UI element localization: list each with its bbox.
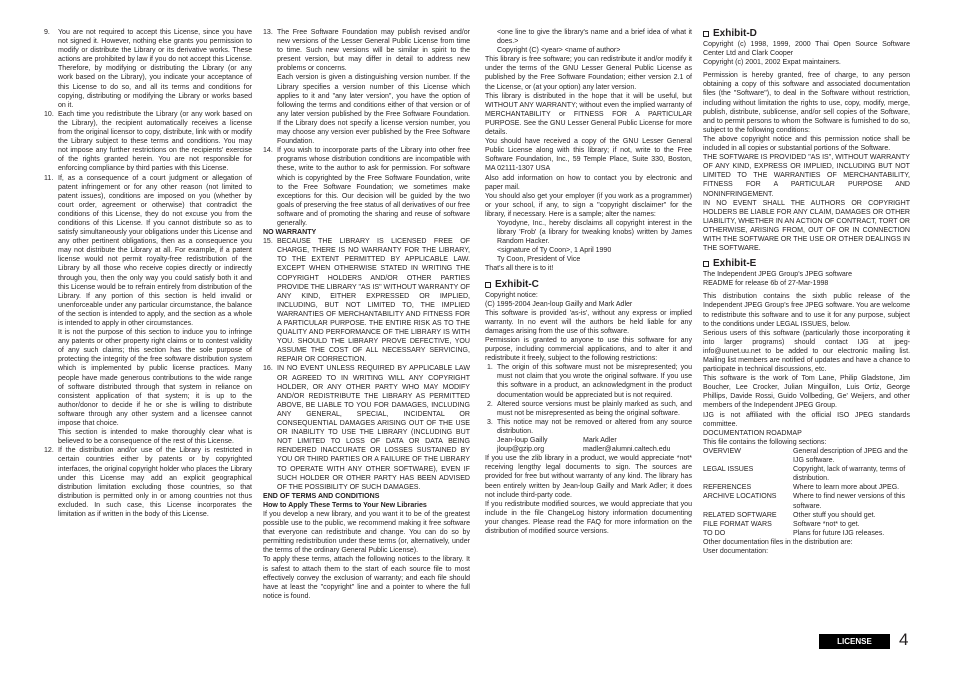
item-14: 14. If you wish to incorporate parts of the Library into other free programs whose distribution conditions are incompatible with these, write to the author to ask for permission. For software which is copyrighted by the Free Software Foundation, write to the Free Software Foundation; we sometimes make exceptions for this. Our decision will be guided by the two goals of preserving the free status of all derivatives of our free software and of promoting the sharing and reuse of software generally.: [263, 147, 470, 227]
roadmap-row: REFERENCES Where to learn more about JPEG.: [703, 484, 900, 492]
exhibit-e-para-1: This distribution contains the sixth public release of the Independent JPEG Group's free JPEG software. You are welcome to redistribute this software and to use it for any purpose, subject to the conditions under LEGAL ISSUES, below.: [703, 293, 910, 328]
exhibit-d-para-2: The above copyright notice and this permission notice shall be included in all copies or substantial portions of the Software.: [703, 135, 910, 153]
column-2: [263, 28, 470, 601]
exhibit-e-para-3: This software is the work of Tom Lane, Philip Gladstone, Jim Boucher, Lee Crocker, Julian Minguillon, Luis Ortiz, George Phillips, Davide Rossi, Guido Vollbeding, Ge' Weijers, and other members of the Independent JPEG Group.: [703, 375, 910, 410]
notice-closing: That's all there is to it!: [485, 265, 554, 273]
notice-para-employer: You should also get your employer (if you work as a programmer) or your school, if any, to sign a "copyright disclaimer" for the library, if necessary. Here is a sample; alter the names:: [485, 192, 692, 218]
notice-para-contact: Also add information on how to contact you by electronic and paper mail.: [485, 174, 692, 191]
exhibit-c-para-2: Permission is granted to anyone to use this software for any purpose, including commercial applications, and to alter it and redistribute it freely, subject to the following restrictions:: [485, 337, 692, 363]
exhibit-c-heading: Exhibit-C: [485, 279, 692, 291]
exhibit-d-copyright-2: Copyright (c) 2001, 2002 Expat maintainers.: [703, 59, 841, 67]
exhibit-d-copyright-1: Copyright (c) 1998, 1999, 2000 Thai Open Source Software Center Ltd and Clark Cooper: [703, 41, 910, 58]
column-4: [703, 28, 910, 556]
item-10: 10. Each time you redistribute the Library (or any work based on the Library), the recipient automatically receives a license from the original licensor to copy, distribute, link with or modify the Library subject to these terms and conditions. You may not impose any further restrictions on the recipients' exercise of the rights granted herein. You are not responsible for enforcing compliance by third parties with this License.: [44, 110, 252, 173]
item-13-para-2: Each version is given a distinguishing version number. If the Library specifies a version number of this License which applies to it and "any later version", you have the option of following the terms and conditions either of that version or of any later version published by the Free Software Foundation. If the Library does not specify a license version number, you may choose any version ever published by the Free Software Foundation.: [277, 74, 470, 146]
item-9: 9. You are not required to accept this License, since you have not signed it. However, nothing else grants you permission to modify or distribute the Library or its derivative works. These actions are prohibited by law if you do not accept this License. Therefore, by modifying or distributing the Library (or any work based on the Library), you indicate your acceptance of this License to do so, and all its terms and conditions for copying, distributing or modifying the Library or works based on it.: [44, 29, 252, 109]
exhibit-c-label: Copyright notice:: [485, 291, 538, 299]
notice-copyright: Copyright (C) <year> <name of author>: [497, 47, 621, 55]
column-1: [44, 28, 252, 519]
exhibit-d-para-1: Permission is hereby granted, free of charge, to any person obtaining a copy of this software and associated documentation files (the "Software"), to deal in the Software without restriction, including without limitation the rights to use, copy, modify, merge, publish, distribute, sublicense, and/or sell copies of the Software, and to permit persons to whom the Software is furnished to do so, subject to the following conditions:: [703, 72, 910, 134]
column-3: [485, 28, 692, 536]
item-15: 15. BECAUSE THE LIBRARY IS LICENSED FREE OF CHARGE, THERE IS NO WARRANTY FOR THE LIBRARY, TO THE EXTENT PERMITTED BY APPLICABLE LAW. EXCEPT WHEN OTHERWISE STATED IN WRITING THE COPYRIGHT HOLDERS AND/OR OTHER PARTIES PROVIDE THE LIBRARY "AS IS" WITHOUT WARRANTY OF ANY KIND, EITHER EXPRESSED OR IMPLIED, INCLUDING, BUT NOT LIMITED TO, THE IMPLIED WARRANTIES OF MERCHANTABILITY AND FITNESS FOR A PARTICULAR PURPOSE. THE ENTIRE RISK AS TO THE QUALITY AND PERFORMANCE OF THE LIBRARY IS WITH YOU. SHOULD THE LIBRARY PROVE DEFECTIVE, YOU ASSUME THE COST OF ALL NECESSARY SERVICING, REPAIR OR CORRECTION.: [263, 238, 470, 364]
checkbox-square-icon: [703, 261, 709, 267]
restriction-2: 2. Altered source versions must be plainly marked as such, and must not be misrepresented as being the original software.: [487, 400, 692, 417]
restriction-3: 3. This notice may not be removed or altered from any source distribution.: [487, 418, 692, 435]
exhibit-e-title: The Independent JPEG Group's JPEG software: [703, 271, 853, 279]
restriction-1: 1. The origin of this software must not be misrepresented; you must not claim that you wrote the original software. If you use this software in a product, an acknowledgment in the product documentation would be appreciated but is not required.: [487, 364, 692, 399]
how-to-apply-para-2: To apply these terms, attach the following notices to the library. It is safest to attach them to the start of each source file to most effectively convey the exclusion of warranty; and each file should have at least the "copyright" line and a pointer to where the full notice is found.: [263, 556, 470, 600]
item-11: 11. If, as a consequence of a court judgment or allegation of patent infringement or for any other reason (not limited to patent issues), conditions are imposed on you (whether by court order, agreement or otherwise) that contradict the conditions of this License, they do not excuse you from the conditions of this License. If you cannot distribute so as to satisfy simultaneously your obligations under this License and any other pertinent obligations, then as a consequence you may not distribute the Library at all. For example, if a patent license would not permit royalty-free redistribution of the Library by all those who receive copies directly or indirectly through you, then the only way you could satisfy both it and this License would be to refrain entirely from distribution of the Library. If any portion of this section is held invalid or unenforceable under any particular circumstance, the balance of the section is intended to apply, and the section as a whole is intended to apply in other circumstances.: [44, 174, 252, 327]
disclaimer-signature: <signature of Ty Coon>, 1 April 1990: [497, 247, 612, 255]
item-12: 12. If the distribution and/or use of the Library is restricted in certain countries either by patents or by copyrighted interfaces, the original copyright holder who places the Library under this License may add an explicit geographical distribution limitation excluding those countries, so that distribution is permitted only in or among countries not thus excluded. In such case, this License incorporates the limitation as if written in the body of this License.: [44, 447, 252, 518]
exhibit-e-readme: README for release 6b of 27-Mar-1998: [703, 280, 829, 288]
exhibit-c-para-4: If you redistribute modified sources, we would appreciate that you include in the file ChangeLog history information documenting your changes. Please read the FAQ for more information on the distribution of modified source versions.: [485, 500, 692, 535]
exhibit-d-heading: Exhibit-D: [703, 28, 910, 40]
roadmap-row: LEGAL ISSUES Copyright, lack of warranty, terms of distribution.: [703, 466, 906, 483]
exhibit-d-para-3: THE SOFTWARE IS PROVIDED "AS IS", WITHOUT WARRANTY OF ANY KIND, EXPRESS OR IMPLIED, INCLUDING BUT NOT LIMITED TO THE WARRANTIES OF MERCHANTABILITY, FITNESS FOR A PARTICULAR PURPOSE AND NONINFRINGEMENT.: [703, 154, 910, 198]
item-13: 13. The Free Software Foundation may publish revised and/or new versions of the Lesser General Public License from time to time. Such new versions will be similar in spirit to the present version, but may differ in detail to address new problems or concerns.: [263, 29, 470, 73]
roadmap-heading: DOCUMENTATION ROADMAP: [703, 429, 802, 437]
exhibit-c-copyright: (C) 1995-2004 Jean-loup Gailly and Mark Adler: [485, 300, 633, 308]
no-warranty-heading: NO WARRANTY: [263, 229, 317, 237]
other-docs-line: Other documentation files in the distribution are:: [703, 538, 853, 546]
license-badge: LICENSE: [819, 634, 890, 649]
exhibit-d-para-4: IN NO EVENT SHALL THE AUTHORS OR COPYRIGHT HOLDERS BE LIABLE FOR ANY CLAIM, DAMAGES OR OTHER LIABILITY, WHETHER IN AN ACTION OF CONTRACT, TORT OR OTHERWISE, ARISING FROM, OUT OF OR IN CONNECTION WITH THE SOFTWARE OR THE USE OR OTHER DEALINGS IN THE SOFTWARE.: [703, 199, 910, 253]
disclaimer-sample: Yoyodyne, Inc., hereby disclaims all copyright interest in the library 'Frob' (a library for tweaking knobs) written by James Random Hacker.: [497, 219, 692, 246]
notice-para-free-software: This library is free software; you can redistribute it and/or modify it under the terms of the GNU Lesser General Public License as published by the Free Software Foundation; either version 2.1 of the License, or (at your option) any later version.: [485, 56, 692, 91]
exhibit-e-para-2: Serious users of this software (particularly those incorporating it into larger programs) should contact IJG at jpeg-info@uunet.uu.net to be added to our electronic mailing list. Mailing list members are notified of updates and have a chance to participate in technical discussions, etc.: [703, 329, 910, 374]
exhibit-c-para-1: This software is provided 'as-is', without any express or implied warranty. In no event will the authors be held liable for any damages arising from the use of this software.: [485, 309, 692, 335]
item-11-para-3: This section is intended to make thoroughly clear what is believed to be a consequence of the rest of this License.: [58, 429, 252, 446]
notice-line-1: <one line to give the library's name and a brief idea of what it does.>: [497, 29, 692, 46]
user-docs-line: User documentation:: [703, 547, 769, 555]
page-number: 4: [899, 630, 909, 649]
checkbox-square-icon: [485, 282, 491, 288]
checkbox-square-icon: [703, 31, 709, 37]
exhibit-e-heading: Exhibit-E: [703, 258, 910, 270]
roadmap-row: RELATED SOFTWARE Other stuff you should get.: [703, 511, 876, 519]
roadmap-row: ARCHIVE LOCATIONS Where to find newer versions of this software.: [703, 493, 906, 510]
author-emails: jloup@gzip.org madler@alumni.caltech.edu: [497, 446, 671, 454]
item-11-para-2: It is not the purpose of this section to induce you to infringe any patents or other property right claims or to contest validity of any such claims; this section has the sole purpose of protecting the integrity of the free software distribution system which is implemented by public license practices. Many people have made generous contributions to the wide range of software distributed through that system in reliance on consistent application of that system; it is up to the author/donor to decide if he or she is willing to distribute software through any other system and a licensee cannot impose that choice.: [58, 329, 252, 428]
item-16: 16. IN NO EVENT UNLESS REQUIRED BY APPLICABLE LAW OR AGREED TO IN WRITING WILL ANY COPYRIGHT HOLDER, OR ANY OTHER PARTY WHO MAY MODIFY AND/OR REDISTRIBUTE THE LIBRARY AS PERMITTED ABOVE, BE LIABLE TO YOU FOR DAMAGES, INCLUDING ANY GENERAL, SPECIAL, INCIDENTAL OR CONSEQUENTIAL DAMAGES ARISING OUT OF THE USE OR INABILITY TO USE THE LIBRARY (INCLUDING BUT NOT LIMITED TO LOSS OF DATA OR DATA BEING RENDERED INACCURATE OR LOSSES SUSTAINED BY YOU OR THIRD PARTIES OR A FAILURE OF THE LIBRARY TO OPERATE WITH ANY OTHER SOFTWARE), EVEN IF SUCH HOLDER OR OTHER PARTY HAS BEEN ADVISED OF THE POSSIBILITY OF SUCH DAMAGES.: [263, 365, 470, 491]
disclaimer-name: Ty Coon, President of Vice: [497, 256, 581, 264]
roadmap-row: OVERVIEW General description of JPEG and the IJG software.: [703, 447, 908, 465]
end-of-terms-heading: END OF TERMS AND CONDITIONS: [263, 492, 380, 500]
author-names: Jean-loup Gailly Mark Adler: [497, 437, 617, 445]
notice-para-copy: You should have received a copy of the GNU Lesser General Public License along with this library; if not, write to the Free Software Foundation, Inc., 59 Temple Place, Suite 330, Boston, MA 02111-1307 USA: [485, 138, 692, 173]
how-to-apply-heading: How to Apply These Terms to Your New Libraries: [263, 501, 427, 509]
roadmap-row: TO DO Plans for future IJG releases.: [703, 529, 885, 537]
exhibit-c-para-3: If you use the zlib library in a product, we would appreciate *not* receiving lengthy legal documents to sign. The sources are provided for free but without warranty of any kind. The library has been entirely written by Jean-loup Gailly and Mark Adler; it does not include third-party code.: [485, 455, 692, 499]
roadmap-row: FILE FORMAT WARS Software *not* to get.: [703, 520, 860, 528]
roadmap-list: [703, 447, 910, 538]
exhibit-e-para-4: IJG is not affiliated with the official ISO JPEG standards committee.: [703, 411, 910, 428]
roadmap-intro: This file contains the following sections:: [703, 438, 827, 446]
notice-para-warranty: This library is distributed in the hope that it will be useful, but WITHOUT ANY WARRANTY; without even the implied warranty of MERCHANTABILITY or FITNESS FOR A PARTICULAR PURPOSE. See the GNU Lesser General Public License for more details.: [485, 92, 692, 137]
how-to-apply-para-1: If you develop a new library, and you want it to be of the greatest possible use to the public, we recommend making it free software that everyone can redistribute and change. You can do so by permitting redistribution under these terms (or, alternatively, under the terms of the ordinary General Public License).: [263, 510, 470, 555]
